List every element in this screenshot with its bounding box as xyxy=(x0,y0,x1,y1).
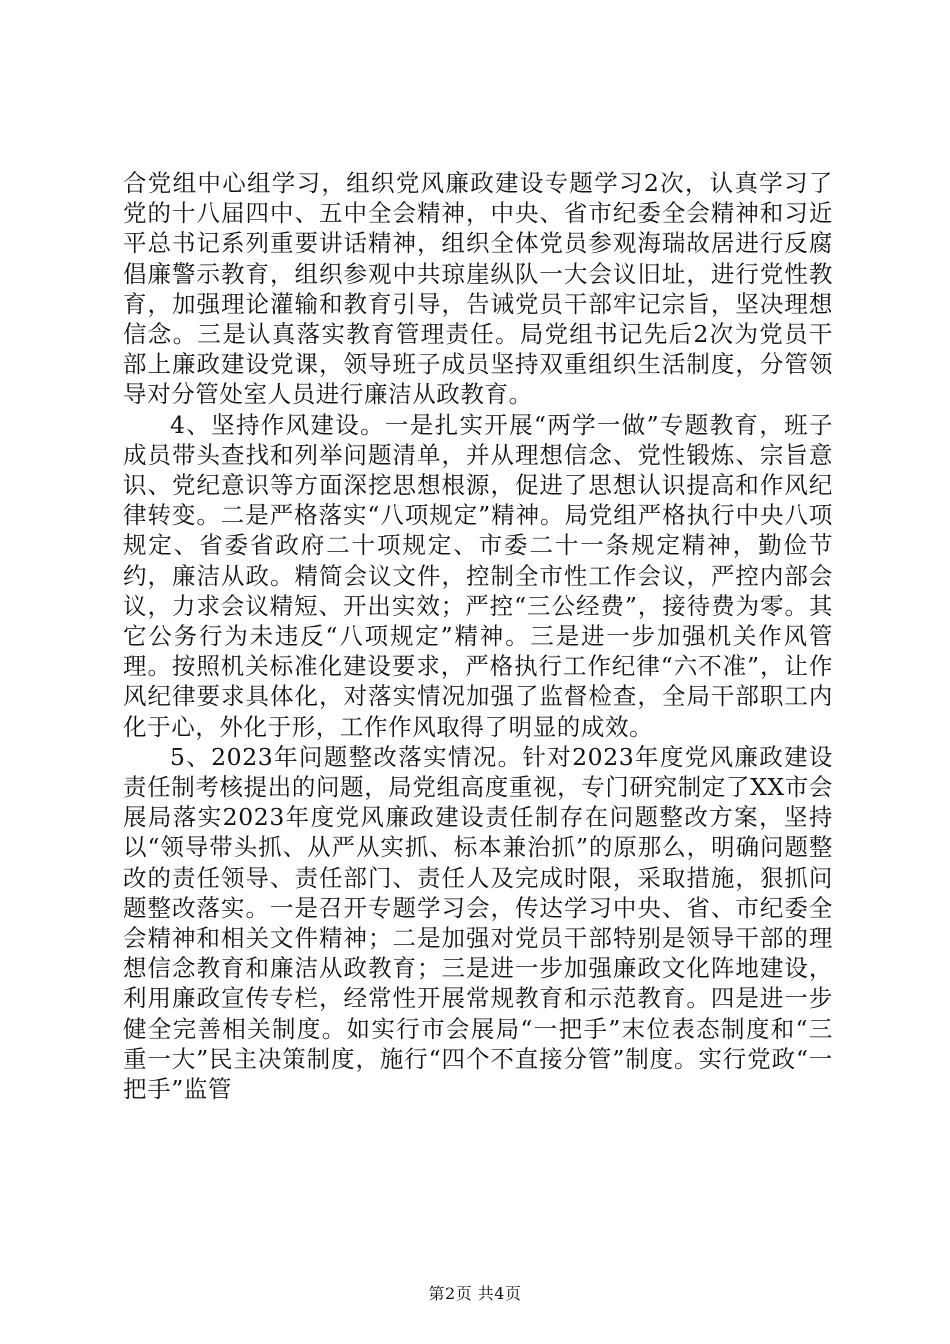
paragraph-work-style: 4、坚持作风建设。一是扎实开展“两学一做”专题教育，班子成员带头查找和列举问题清单，并从理想信念、党性锻炼、宗旨意识、党纪意识等方面深挖思想根源，促进了思想认识提高和作风纪律转变。二是严格落实“八项规定”精神。局党组严格执行中央八项规定、省委省政府二十项规定、市委二十一条规定精神，勤俭节约，廉洁从政。精简会议文件，控制全市性工作会议，严控内部会议，力求会议精短、开出实效；严控“三公经费”，接待费为零。其它公务行为未违反“八项规定”精神。三是进一步加强机关作风管理。按照机关标准化建设要求，严格执行工作纪律“六不准”，让作风纪律要求具体化，对落实情况加强了监督检查，全局干部职工内化于心，外化于形，工作作风取得了明显的成效。 xyxy=(123,410,833,741)
paragraph-continuation: 合党组中心组学习，组织党风廉政建设专题学习2次，认真学习了党的十八届四中、五中全会精神，中央、省市纪委全会精神和习近平总书记系列重要讲话精神，组织全体党员参观海瑞故居进行反腐倡廉警示教育，组织参观中共琼崖纵队一大会议旧址，进行党性教育，加强理论灌输和教育引导，告诫党员干部牢记宗旨，坚决理想信念。三是认真落实教育管理责任。局党组书记先后2次为党员干部上廉政建设党课，领导班子成员坚持双重组织生活制度，分管领导对分管处室人员进行廉洁从政教育。 xyxy=(123,169,833,409)
page-footer: 第2页 共4页 xyxy=(428,1284,522,1303)
document-body xyxy=(123,168,833,1104)
paragraph-rectification: 5、2023年问题整改落实情况。针对2023年度党风廉政建设责任制考核提出的问题，局党组高度重视，专门研究制定了XX市会展局落实2023年度党风廉政建设责任制存在问题整改方案，坚持以“领导带头抓、从严从实抓、标本兼治抓”的原那么，明确问题整改的责任领导、责任部门、责任人及完成时限，采取措施，狠抓问题整改落实。一是召开专题学习会，传达学习中央、省、市纪委全会精神和相关文件精神；二是加强对党员干部特别是领导干部的理想信念教育和廉洁从政教育；三是进一步加强廉政文化阵地建设，利用廉政宣传专栏，经常性开展常规教育和示范教育。四是进一步健全完善相关制度。如实行市会展局“一把手”末位表态制度和“三重一大”民主决策制度，施行“四个不直接分管”制度。实行党政“一把手”监管 xyxy=(123,742,833,1104)
